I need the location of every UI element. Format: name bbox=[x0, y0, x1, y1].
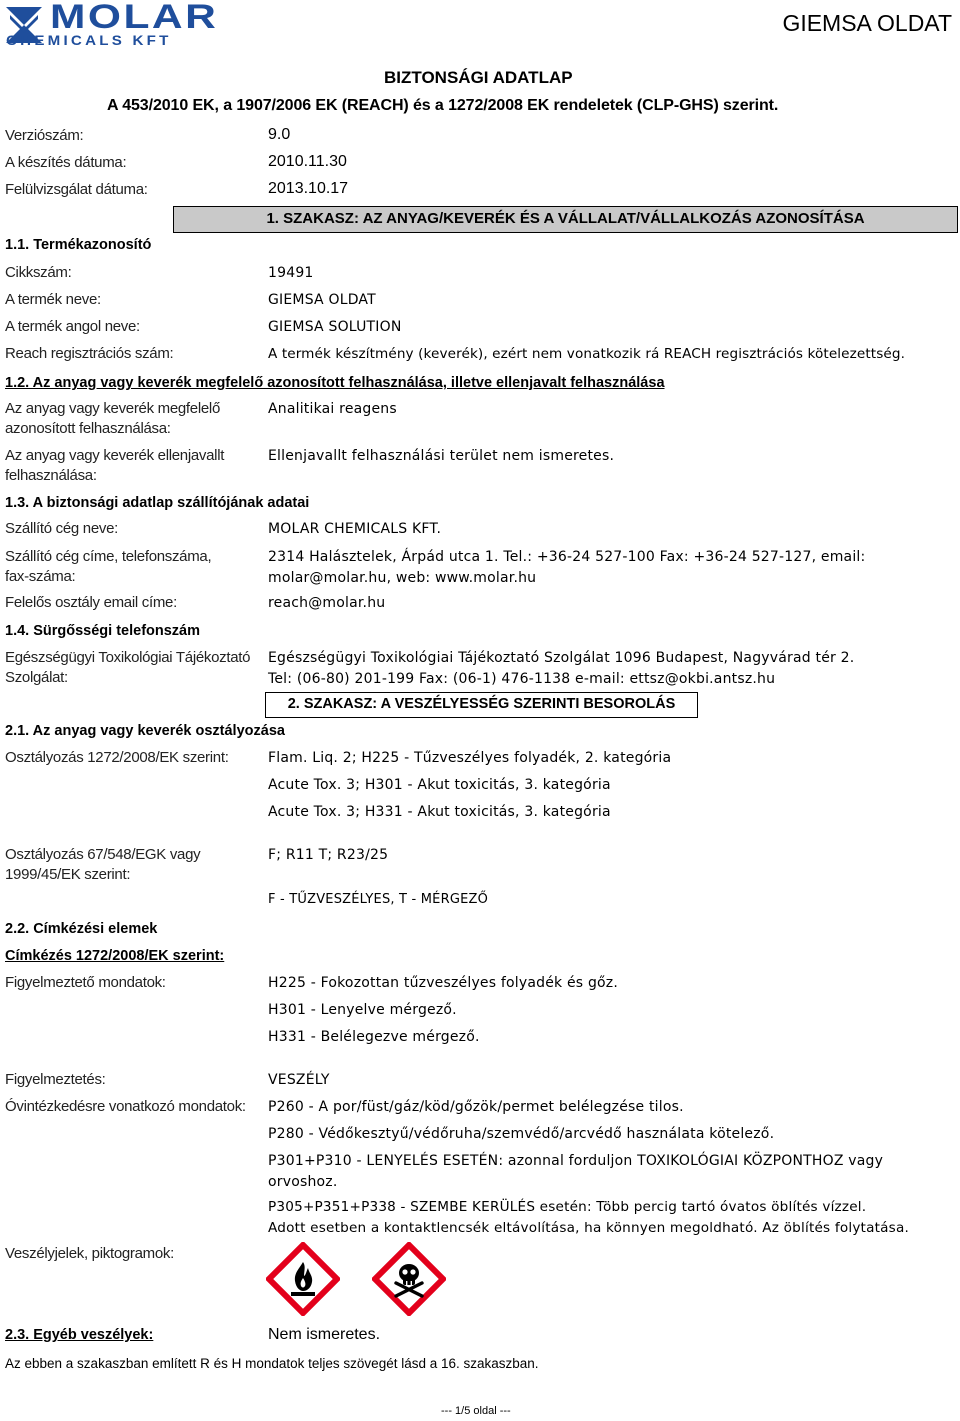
product-name-value: GIEMSA OLDAT bbox=[268, 292, 376, 308]
responsible-email-value: reach@molar.hu bbox=[268, 595, 386, 611]
section-1-header: 1. SZAKASZ: AZ ANYAG/KEVERÉK ÉS A VÁLLALAT/VÁLLALKOZÁS AZONOSÍTÁSA bbox=[173, 206, 958, 233]
document-title: BIZTONSÁGI ADATLAP bbox=[384, 68, 573, 87]
clp-classification-1: Flam. Liq. 2; H225 - Tűzveszélyes folyadék, 2. kategória bbox=[268, 750, 672, 766]
flame-pictogram-icon bbox=[266, 1242, 340, 1316]
created-value: 2010.11.30 bbox=[268, 153, 347, 170]
reach-label: Reach regisztrációs szám: bbox=[5, 345, 174, 362]
precaution-p280: P280 - Védőkesztyű/védőruha/szemvédő/arcvédő használata kötelező. bbox=[268, 1126, 775, 1142]
subsection-1-2-title: 1.2. Az anyag vagy keverék megfelelő azonosított felhasználása, illetve ellenjavalt felhasználása bbox=[5, 375, 665, 391]
page-footer: --- 1/5 oldal --- bbox=[441, 1405, 511, 1417]
regulation-line: A 453/2010 EK, a 1907/2006 EK (REACH) és a 1272/2008 EK rendeletek (CLP-GHS) szerint. bbox=[107, 97, 779, 114]
logo-main-text: MOLAR bbox=[50, 0, 219, 36]
item-number-value: 19491 bbox=[268, 265, 314, 281]
subsection-1-3-title: 1.3. A biztonsági adatlap szállítójának adatai bbox=[5, 495, 310, 511]
product-english-name-label: A termék angol neve: bbox=[5, 318, 140, 335]
reach-value: A termék készítmény (keverék), ezért nem vonatkozik rá REACH regisztrációs kötelezettség. bbox=[268, 346, 906, 362]
subsection-1-1-title: 1.1. Termékazonosító bbox=[5, 237, 152, 253]
pictograms-label: Veszélyjelek, piktogramok: bbox=[5, 1245, 174, 1262]
identified-use-value: Analitikai reagens bbox=[268, 401, 397, 417]
hazard-statements-label: Figyelmeztető mondatok: bbox=[5, 974, 166, 991]
subsection-2-1-title: 2.1. Az anyag vagy keverék osztályozása bbox=[5, 723, 285, 739]
clp-classification-2: Acute Tox. 3; H301 - Akut toxicitás, 3. kategória bbox=[268, 777, 611, 793]
contraindicated-use-value: Ellenjavallt felhasználási terület nem ismeretes. bbox=[268, 448, 615, 464]
signal-word-label: Figyelmeztetés: bbox=[5, 1071, 106, 1088]
emergency-value: Egészségügyi Toxikológiai Tájékoztató Szolgálat 1096 Budapest, Nagyvárad tér 2. Tel: (06-80) 201-199 Fax: (06-1) 476-1138 e-mail: ettsz@okbi.antsz.hu bbox=[268, 650, 855, 687]
hazard-statement-h225: H225 - Fokozottan tűzveszélyes folyadék és gőz. bbox=[268, 975, 619, 991]
version-value: 9.0 bbox=[268, 126, 291, 143]
clp-labelling-title: Címkézés 1272/2008/EK szerint: bbox=[5, 948, 225, 964]
company-logo bbox=[4, 2, 226, 48]
product-name-label: A termék neve: bbox=[5, 291, 101, 308]
signal-word-value: VESZÉLY bbox=[268, 1072, 330, 1088]
precautionary-label: Óvintézkedésre vonatkozó mondatok: bbox=[5, 1098, 246, 1115]
hazard-statement-h301: H301 - Lenyelve mérgező. bbox=[268, 1002, 457, 1018]
section-2-header: 2. SZAKASZ: A VESZÉLYESSÉG SZERINTI BESOROLÁS bbox=[265, 692, 698, 718]
logo-sub-text: CHEMICALS KFT bbox=[6, 32, 172, 48]
precaution-p260: P260 - A por/füst/gáz/köd/gőzök/permet belélegzése tilos. bbox=[268, 1099, 684, 1115]
subsection-1-4-title: 1.4. Sürgősségi telefonszám bbox=[5, 623, 201, 639]
precaution-p305: P305+P351+P338 - SZEMBE KERÜLÉS esetén: Több percig tartó óvatos öblítés vízzel. Adott esetben a kontaktlencsék eltávolítása, ha könnyen megoldható. Az öblítés folytatása. bbox=[268, 1199, 910, 1236]
revised-label: Felülvizsgálat dátuma: bbox=[5, 181, 148, 198]
skull-crossbones-pictogram-icon bbox=[372, 1242, 446, 1316]
revised-value: 2013.10.17 bbox=[268, 180, 349, 197]
product-english-name-value: GIEMSA SOLUTION bbox=[268, 319, 402, 335]
product-title: GIEMSA OLDAT bbox=[782, 10, 952, 36]
dsd-classification-text: F - TŰZVESZÉLYES, T - MÉRGEZŐ bbox=[268, 892, 489, 907]
subsection-2-3-title: 2.3. Egyéb veszélyek: bbox=[5, 1327, 154, 1343]
supplier-name-label: Szállító cég neve: bbox=[5, 520, 119, 537]
dsd-classification-label: Osztályozás 67/548/EGK vagy 1999/45/EK szerint: bbox=[5, 846, 201, 883]
identified-use-label: Az anyag vagy keverék megfelelő azonosított felhasználása: bbox=[5, 400, 220, 437]
dsd-classification-code: F; R11 T; R23/25 bbox=[268, 847, 389, 863]
emergency-label: Egészségügyi Toxikológiai Tájékoztató Szolgálat: bbox=[5, 649, 251, 686]
precaution-p301: P301+P310 - LENYELÉS ESETÉN: azonnal forduljon TOXIKOLÓGIAI KÖZPONTHOZ vagy orvoshoz. bbox=[268, 1153, 884, 1190]
supplier-address-label: Szállító cég címe, telefonszáma, fax-száma: bbox=[5, 548, 212, 585]
clp-classification-3: Acute Tox. 3; H331 - Akut toxicitás, 3. kategória bbox=[268, 804, 611, 820]
item-number-label: Cikkszám: bbox=[5, 264, 72, 281]
r-h-statements-note: Az ebben a szakaszban említett R és H mondatok teljes szövegét lásd a 16. szakaszban. bbox=[5, 1356, 539, 1371]
created-label: A készítés dátuma: bbox=[5, 154, 127, 171]
hazard-statement-h331: H331 - Belélegezve mérgező. bbox=[268, 1029, 480, 1045]
supplier-name-value: MOLAR CHEMICALS KFT. bbox=[268, 521, 442, 537]
clp-classification-label: Osztályozás 1272/2008/EK szerint: bbox=[5, 749, 229, 766]
subsection-2-2-title: 2.2. Címkézési elemek bbox=[5, 921, 158, 937]
version-label: Verziószám: bbox=[5, 127, 84, 144]
other-hazards-value: Nem ismeretes. bbox=[268, 1326, 381, 1343]
contraindicated-use-label: Az anyag vagy keverék ellenjavallt felhasználása: bbox=[5, 447, 225, 484]
supplier-address-value: 2314 Halásztelek, Árpád utca 1. Tel.: +36-24 527-100 Fax: +36-24 527-127, email: molar@molar.hu, web: www.molar.hu bbox=[268, 549, 866, 586]
responsible-email-label: Felelős osztály email címe: bbox=[5, 594, 177, 611]
